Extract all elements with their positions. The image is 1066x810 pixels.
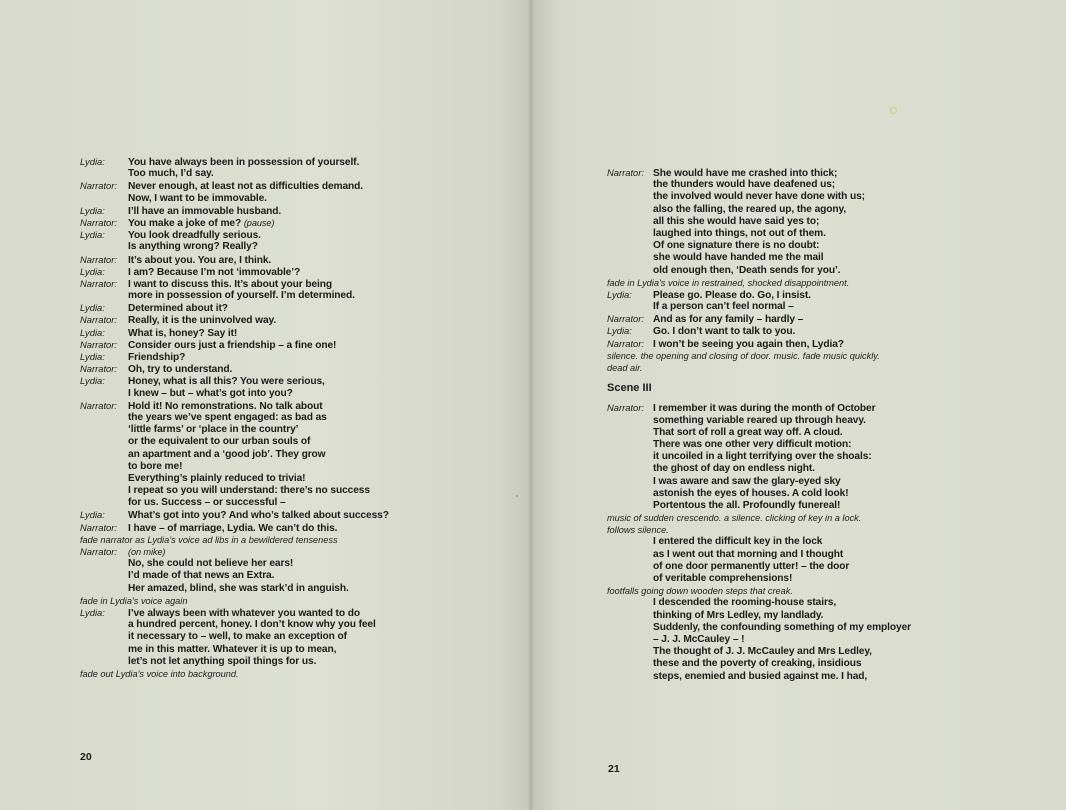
stage-direction: footfalls going down wooden steps that creak. xyxy=(607,586,793,597)
speech-words: I have – of marriage, Lydia. We can’t do this. xyxy=(128,522,338,534)
speech-text xyxy=(128,303,228,314)
speech-words: Really, it is the uninvolved way. xyxy=(128,315,277,327)
spacer xyxy=(607,394,911,402)
dialogue-line xyxy=(80,546,389,558)
speech-text xyxy=(653,326,795,337)
dialogue-line xyxy=(80,266,389,278)
speech-text xyxy=(653,290,811,301)
dialogue-line xyxy=(80,327,389,339)
speech-text xyxy=(128,401,323,412)
stage-direction: fade in Lydia’s voice again xyxy=(80,595,188,606)
speech-text xyxy=(128,267,300,278)
speech-words: Please go. Please do. Go, I insist. xyxy=(653,289,811,301)
stage-direction: follows silence. xyxy=(607,525,669,536)
dialogue-continuation: No, she could not believe her ears! xyxy=(128,558,294,570)
dialogue-continuation: let’s not let anything spoil things for us. xyxy=(128,655,317,667)
dialogue-line xyxy=(80,229,389,241)
dialogue-continuation: as I went out that morning and I thought xyxy=(653,548,844,560)
speech-words: You make a joke of me? xyxy=(128,217,242,229)
speaker-label: Lydia: xyxy=(80,156,105,167)
dialogue-line xyxy=(607,338,911,350)
dialogue-continuation: thinking of Mrs Ledley, my landlady. xyxy=(653,609,824,621)
speech-text xyxy=(128,340,336,351)
speech-text xyxy=(128,510,389,521)
speech-text xyxy=(128,157,359,168)
inline-direction: (pause) xyxy=(243,217,275,228)
speaker-label: Lydia: xyxy=(80,509,105,521)
speaker-label: Lydia: xyxy=(80,229,105,241)
speech-words: She would have me crashed into thick; xyxy=(653,168,838,179)
right-page xyxy=(533,0,1066,810)
dialogue-line xyxy=(80,314,389,326)
speaker-label: Lydia: xyxy=(80,302,105,314)
speaker-label: Lydia: xyxy=(80,606,105,618)
speech-text xyxy=(128,279,332,290)
speech-words: I remember it was during the month of October xyxy=(653,403,876,415)
dialogue-continuation: ‘little farms’ or ‘place in the country’ xyxy=(128,424,299,436)
dialogue-continuation: Is anything wrong? Really? xyxy=(128,241,258,253)
speaker-label: Narrator: xyxy=(80,277,117,289)
speech-words: Go. I don’t want to talk to you. xyxy=(653,326,796,338)
speaker-label: Narrator: xyxy=(80,314,117,326)
speech-words: You look dreadfully serious. xyxy=(128,230,261,242)
dialogue-line xyxy=(80,607,389,619)
speaker-label: Narrator: xyxy=(607,402,644,414)
speaker-label: Lydia: xyxy=(607,325,632,337)
dialogue-continuation: Everything’s plainly reduced to trivia! xyxy=(128,472,306,484)
dialogue-continuation: Of one signature there is no doubt: xyxy=(653,240,820,252)
stage-direction: silence. the opening and closing of door. music. fade music quickly. xyxy=(607,350,880,361)
scene-heading: Scene III xyxy=(607,382,652,395)
dialogue-line xyxy=(607,167,911,179)
dialogue-continuation: steps, enemied and busied against me. I had, xyxy=(653,670,868,682)
dialogue-continuation: it necessary to – well, to make an exception of xyxy=(128,631,347,643)
dialogue-line xyxy=(80,156,389,168)
page-number-left: 20 xyxy=(80,751,92,763)
dialogue-line xyxy=(607,313,911,325)
speech-text xyxy=(128,315,276,326)
dialogue-continuation: of veritable comprehensions! xyxy=(653,573,793,584)
speech-words: I’ll have an immovable husband. xyxy=(128,205,282,217)
speech-text xyxy=(653,168,837,179)
dialogue-line xyxy=(80,278,389,290)
speaker-label: Lydia: xyxy=(607,288,632,300)
stage-direction: music of sudden crescendo. a silence. clicking of key in a lock. xyxy=(607,513,862,524)
dialogue-continuation: the involved would never have done with us; xyxy=(653,191,865,203)
speech-words: Honey, what is all this? You were serious, xyxy=(128,376,325,388)
speaker-label: Narrator: xyxy=(80,216,117,228)
speech-words: Consider ours just a friendship – a fine one! xyxy=(128,339,337,351)
speech-text xyxy=(128,608,360,619)
speaker-label: Narrator: xyxy=(607,313,644,325)
stage-direction: fade in Lydia’s voice in restrained, shocked disappointment. xyxy=(607,277,850,288)
speech-words: Hold it! No remonstrations. No talk about xyxy=(128,400,323,412)
dialogue-continuation: I was aware and saw the glary-eyed sky xyxy=(653,475,841,487)
dialogue-line xyxy=(80,363,389,375)
left-page xyxy=(0,0,532,810)
dialogue-continuation: something variable reared up through heavy. xyxy=(653,414,866,426)
speech-text xyxy=(653,314,803,325)
speech-text xyxy=(128,181,363,192)
inline-direction: (on mike) xyxy=(128,547,166,557)
dialogue-continuation: astonish the eyes of houses. A cold look! xyxy=(653,487,849,499)
dialogue-continuation: the thunders would have deafened us; xyxy=(653,179,836,191)
dialogue-line xyxy=(80,339,389,351)
speech-text xyxy=(128,376,325,387)
dialogue-continuation: she would have handed me the mail xyxy=(653,252,824,264)
speech-text xyxy=(128,218,274,229)
speech-words: I want to discuss this. It’s about your being xyxy=(128,278,332,290)
left-script-text xyxy=(80,156,389,680)
speech-text xyxy=(128,523,337,534)
speech-words: Never enough, at least not as difficulties demand. xyxy=(128,181,364,193)
speech-words: Determined about it? xyxy=(128,303,228,315)
speech-words: I am? Because I’m not ‘immovable’? xyxy=(128,266,301,278)
speaker-label: Narrator: xyxy=(80,363,117,375)
dialogue-continuation: me in this matter. Whatever it is up to mean, xyxy=(128,643,337,655)
speaker-label: Narrator: xyxy=(80,338,117,350)
dialogue-continuation: of one door permanently utter! – the door xyxy=(653,560,850,572)
speaker-label: Narrator: xyxy=(607,337,644,349)
dialogue-continuation: a hundred percent, honey. I don’t know why you feel xyxy=(128,619,376,631)
speaker-label: Narrator: xyxy=(607,167,644,178)
speaker-label: Lydia: xyxy=(80,326,105,338)
speaker-label: Lydia: xyxy=(80,351,105,362)
speech-words: I won’t be seeing you again then, Lydia? xyxy=(653,338,844,350)
speech-text xyxy=(128,547,165,558)
dialogue-continuation: Suddenly, the confounding something of my employer xyxy=(653,621,911,633)
dialogue-continuation: an apartment and a ‘good job’. They grow xyxy=(128,448,326,460)
dialogue-continuation: Portentous the all. Profoundly funereal! xyxy=(653,499,841,511)
dialogue-line xyxy=(80,522,389,534)
dialogue-continuation: I’d made of that news an Extra. xyxy=(128,570,275,582)
speech-text xyxy=(653,403,875,414)
paper-speck xyxy=(516,495,518,497)
speaker-label: Lydia: xyxy=(80,375,105,387)
right-script-text xyxy=(607,167,911,683)
speech-text xyxy=(653,339,844,350)
dialogue-continuation: laughed into things, not out of them. xyxy=(653,227,826,239)
dialogue-continuation: for us. Success – or successful – xyxy=(128,497,286,509)
dialogue-continuation: all this she would have said yes to; xyxy=(653,215,820,227)
dialogue-line xyxy=(80,509,389,521)
speech-words: It’s about you. You are, I think. xyxy=(128,254,272,266)
dialogue-continuation: to bore me! xyxy=(128,460,183,472)
speech-words: I’ve always been with whatever you wanted to do xyxy=(128,607,360,619)
dialogue-continuation: the years we’ve spent engaged: as bad as xyxy=(128,411,327,423)
stage-direction: dead air. xyxy=(607,363,643,373)
dialogue-continuation: old enough then, ‘Death sends for you’. xyxy=(653,264,841,276)
speech-text xyxy=(128,230,261,241)
speaker-label: Lydia: xyxy=(80,204,105,216)
dialogue-continuation: I descended the rooming-house stairs, xyxy=(653,597,837,609)
dialogue-line xyxy=(607,325,911,337)
speech-text xyxy=(128,364,232,375)
paper-speck xyxy=(890,107,897,114)
speech-words: What’s got into you? And who’s talked about success? xyxy=(128,510,389,522)
dialogue-continuation: it uncoiled in a light terrifying over the shoals: xyxy=(653,451,872,463)
dialogue-continuation: more in possession of yourself. I’m determined. xyxy=(128,290,355,302)
dialogue-continuation: – J. J. McCauley – ! xyxy=(653,633,745,645)
speech-text xyxy=(128,352,185,363)
speaker-label: Narrator: xyxy=(80,180,117,192)
speaker-label: Narrator: xyxy=(80,546,117,557)
dialogue-continuation: If a person can’t feel normal – xyxy=(653,301,794,313)
dialogue-continuation: I entered the difficult key in the lock xyxy=(653,536,823,548)
dialogue-line xyxy=(80,217,389,229)
speech-text xyxy=(128,206,281,217)
speaker-label: Narrator: xyxy=(80,521,117,533)
dialogue-continuation: or the equivalent to our urban souls of xyxy=(128,436,311,448)
spacer xyxy=(607,374,911,382)
speaker-label: Narrator: xyxy=(80,399,117,411)
dialogue-line xyxy=(607,289,911,301)
speech-words: Friendship? xyxy=(128,352,186,363)
dialogue-line xyxy=(80,180,389,192)
stage-direction: fade narrator as Lydia’s voice ad libs in a bewildered tenseness xyxy=(80,534,338,545)
dialogue-continuation: also the falling, the reared up, the agony, xyxy=(653,203,847,215)
dialogue-continuation: these and the poverty of creaking, insidious xyxy=(653,658,862,670)
dialogue-line xyxy=(80,205,389,217)
dialogue-continuation: I knew – but – what’s got into you? xyxy=(128,387,293,399)
speaker-label: Lydia: xyxy=(80,265,105,277)
dialogue-line xyxy=(80,302,389,314)
dialogue-continuation: Now, I want to be immovable. xyxy=(128,192,267,204)
dialogue-line xyxy=(80,351,389,363)
speech-words: You have always been in possession of yourself. xyxy=(128,157,360,168)
dialogue-continuation: That sort of roll a great way off. A cloud. xyxy=(653,426,843,438)
dialogue-line xyxy=(607,402,911,414)
dialogue-line xyxy=(80,400,389,412)
dialogue-line xyxy=(80,254,389,266)
speech-text xyxy=(128,255,271,266)
page-number-right: 21 xyxy=(608,763,620,775)
speech-words: What is, honey? Say it! xyxy=(128,327,238,339)
dialogue-continuation: Too much, I’d say. xyxy=(128,168,214,180)
stage-direction: fade out Lydia’s voice into background. xyxy=(80,668,239,679)
speech-words: And as for any family – hardly – xyxy=(653,314,804,326)
dialogue-continuation: the ghost of day on endless night. xyxy=(653,463,815,475)
dialogue-continuation: Her amazed, blind, she was stark’d in anguish. xyxy=(128,582,349,594)
speech-words: Oh, try to understand. xyxy=(128,364,233,376)
dialogue-continuation: The thought of J. J. McCauley and Mrs Ledley, xyxy=(653,646,872,658)
dialogue-continuation: I repeat so you will understand: there’s no success xyxy=(128,485,370,497)
dialogue-line xyxy=(80,375,389,387)
speech-text xyxy=(128,328,237,339)
dialogue-continuation: There was one other very difficult motion: xyxy=(653,438,852,450)
speaker-label: Narrator: xyxy=(80,253,117,265)
